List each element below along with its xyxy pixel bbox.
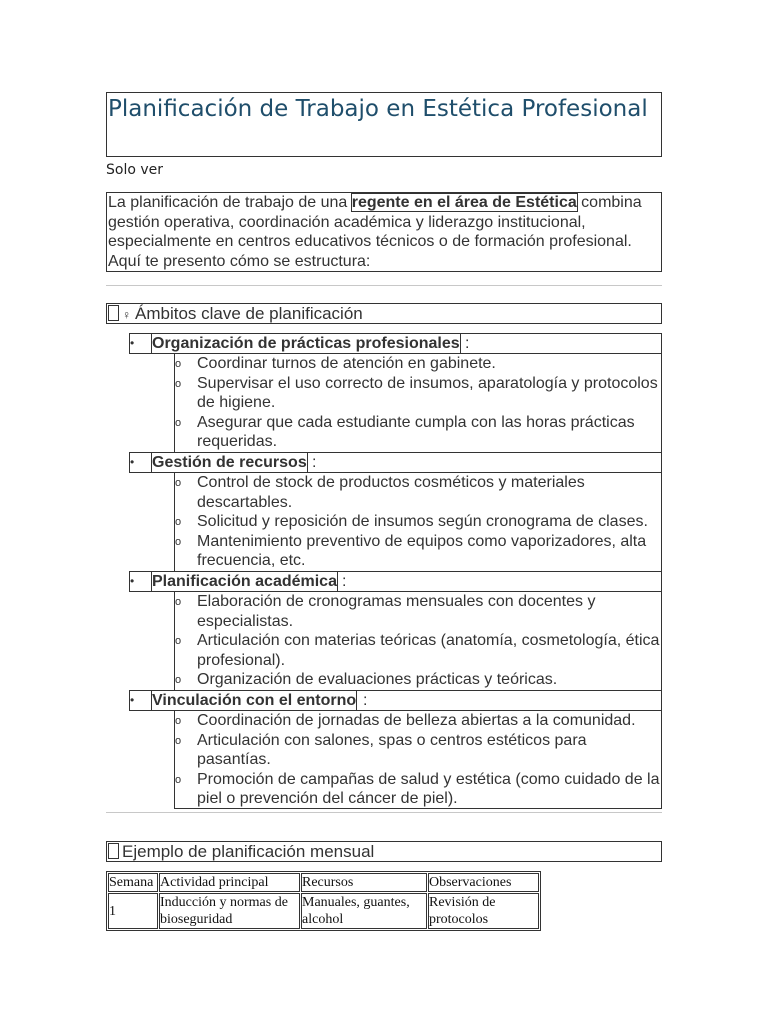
circle-bullet-icon: o (175, 516, 182, 529)
intro-text-before: La planificación de trabajo de una (108, 194, 352, 211)
list-item: o Supervisar el uso correcto de insumos, aparatología y protocolos de higiene. (175, 374, 658, 412)
table-header-cell: Recursos (301, 873, 427, 892)
colon: : (312, 454, 317, 471)
female-symbol-icon: ♀ (122, 308, 131, 322)
category-name: Organización de prácticas profesionales (152, 335, 460, 352)
circle-bullet-icon: o (175, 416, 182, 429)
list-item: o Organización de evaluaciones prácticas y teóricas. (175, 670, 661, 690)
category-item (129, 571, 662, 592)
list-item: o Coordinación de jornadas de belleza abiertas a la comunidad. (175, 711, 661, 731)
list-item: o Articulación con materias teóricas (anatomía, cosmetología, ética profesional). (175, 632, 660, 669)
page-title: Planificación de Trabajo en Estética Profesional (108, 96, 648, 122)
table-header-cell: Actividad principal (159, 873, 300, 892)
circle-bullet-icon: o (175, 674, 182, 687)
list-item: o Articulación con salones, spas o centros estéticos para pasantías. (175, 731, 587, 769)
circle-bullet-icon: o (175, 377, 182, 390)
category-item (129, 690, 662, 711)
table-cell: Manuales, guantes, alcohol (301, 893, 427, 929)
category-name: Planificación académica (152, 573, 337, 590)
subitem-list (174, 711, 662, 809)
divider (106, 812, 662, 813)
list-item: o Asegurar que cada estudiante cumpla con las horas prácticas requeridas. (175, 413, 635, 451)
table-cell: 1 (108, 893, 158, 929)
subitem-list (174, 592, 662, 690)
bullet-icon: • (130, 336, 135, 350)
list-item: o Coordinar turnos de atención en gabinete. (175, 354, 661, 374)
missing-glyph-icon (108, 843, 119, 859)
table-cell: Inducción y normas de bioseguridad (159, 893, 300, 929)
section-heading-ambitos (106, 303, 662, 324)
view-mode-label: Solo ver (106, 162, 164, 178)
subitem-list (174, 473, 662, 571)
category-item (129, 452, 662, 473)
section-heading-text: Ejemplo de planificación mensual (122, 842, 375, 861)
circle-bullet-icon: o (175, 477, 182, 489)
circle-bullet-icon: o (175, 535, 182, 548)
bullet-icon: • (130, 693, 135, 707)
colon: : (363, 692, 368, 709)
intro-paragraph (107, 193, 661, 271)
table-header-cell: Semana (108, 873, 158, 892)
circle-bullet-icon: o (175, 358, 182, 370)
colon: : (465, 335, 470, 352)
circle-bullet-icon: o (175, 734, 182, 747)
list-item: o Elaboración de cronogramas mensuales con docentes y especialistas. (175, 593, 596, 630)
table-header-cell: Observaciones (428, 873, 539, 892)
title-box (106, 92, 662, 157)
table-header-row (108, 873, 539, 892)
list-item: o Promoción de campañas de salud y estética (como cuidado de la piel o prevención del cáncer de piel). (175, 770, 660, 808)
category-name: Gestión de recursos (152, 454, 307, 471)
intro-bold-phrase: regente en el área de Estética (351, 194, 577, 211)
section-heading-text: Ámbitos clave de planificación (135, 304, 363, 323)
monthly-plan-table (106, 871, 541, 931)
colon: : (342, 573, 347, 590)
divider (106, 285, 662, 286)
circle-bullet-icon: o (175, 596, 182, 608)
category-name: Vinculación con el entorno (152, 692, 357, 709)
category-item (129, 333, 662, 354)
subitem-list (174, 354, 662, 452)
circle-bullet-icon: o (175, 773, 182, 786)
table-cell: Revisión de protocolos (428, 893, 539, 929)
table-row (108, 893, 539, 929)
missing-glyph-icon (108, 305, 119, 321)
list-item: o Control de stock de productos cosméticos y materiales descartables. (175, 474, 585, 511)
circle-bullet-icon: o (175, 715, 182, 727)
section-heading-ejemplo (106, 841, 662, 862)
circle-bullet-icon: o (175, 635, 182, 648)
list-item: o Solicitud y reposición de insumos según cronograma de clases. (175, 512, 661, 532)
list-item: o Mantenimiento preventivo de equipos como vaporizadores, alta frecuencia, etc. (175, 532, 647, 570)
bullet-icon: • (130, 574, 135, 588)
intro-paragraph-box (106, 192, 662, 272)
intro-text-after: combina gestión operativa, coordinación académica y liderazgo institucional, especialmente en centros educativos técnicos o de formación profesional. Aquí te presento cómo se estructura: (108, 194, 642, 270)
bullet-icon: • (130, 455, 135, 469)
